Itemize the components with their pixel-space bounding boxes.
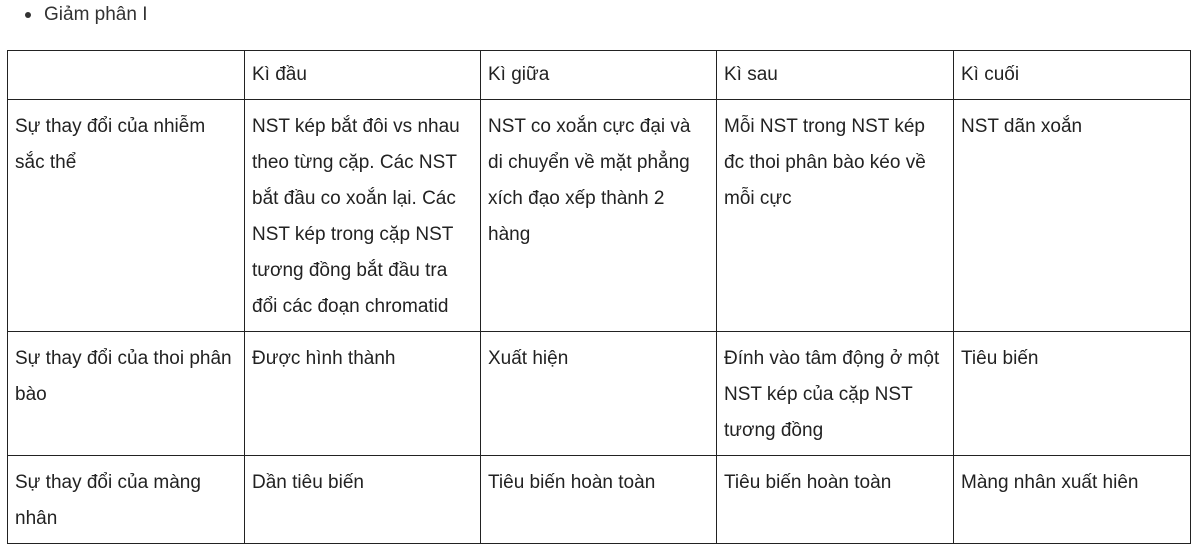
bullet-icon — [25, 12, 31, 18]
table-cell: Tiêu biến hoàn toàn — [717, 456, 954, 544]
table-cell: Tiêu biến — [954, 332, 1191, 456]
table-cell: NST co xoắn cực đại và di chuyển về mặt phẳng xích đạo xếp thành 2 hàng — [481, 100, 717, 332]
table-cell: NST dãn xoắn — [954, 100, 1191, 332]
list-item — [22, 2, 148, 28]
table-cell: Xuất hiện — [481, 332, 717, 456]
row-label-nucleus: Sự thay đổi của màng nhân — [8, 456, 245, 544]
table-header-row — [8, 51, 1191, 100]
table-cell: NST kép bắt đôi vs nhau theo từng cặp. Các NST bắt đầu co xoắn lại. Các NST kép trong cặp NST tương đồng bắt đầu tra đổi các đoạn chromatid — [245, 100, 481, 332]
table-row — [8, 332, 1191, 456]
header-cell-prophase: Kì đầu — [245, 51, 481, 100]
table-cell: Đính vào tâm động ở một NST kép của cặp NST tương đồng — [717, 332, 954, 456]
table-cell: Dần tiêu biến — [245, 456, 481, 544]
table-cell: Mỗi NST trong NST kép đc thoi phân bào kéo về mỗi cực — [717, 100, 954, 332]
table-cell: Được hình thành — [245, 332, 481, 456]
table-cell: Tiêu biến hoàn toàn — [481, 456, 717, 544]
header-cell-anaphase: Kì sau — [717, 51, 954, 100]
meiosis-table — [7, 50, 1191, 544]
list-item-text: Giảm phân I — [44, 4, 148, 25]
table-row — [8, 100, 1191, 332]
row-label-spindle: Sự thay đổi của thoi phân bào — [8, 332, 245, 456]
bullet-list — [22, 2, 148, 28]
header-cell-metaphase: Kì giữa — [481, 51, 717, 100]
table-row — [8, 456, 1191, 544]
header-cell-telophase: Kì cuối — [954, 51, 1191, 100]
table-cell: Màng nhân xuất hiên — [954, 456, 1191, 544]
row-label-chromosome: Sự thay đổi của nhiễm sắc thể — [8, 100, 245, 332]
header-cell-empty — [8, 51, 245, 100]
